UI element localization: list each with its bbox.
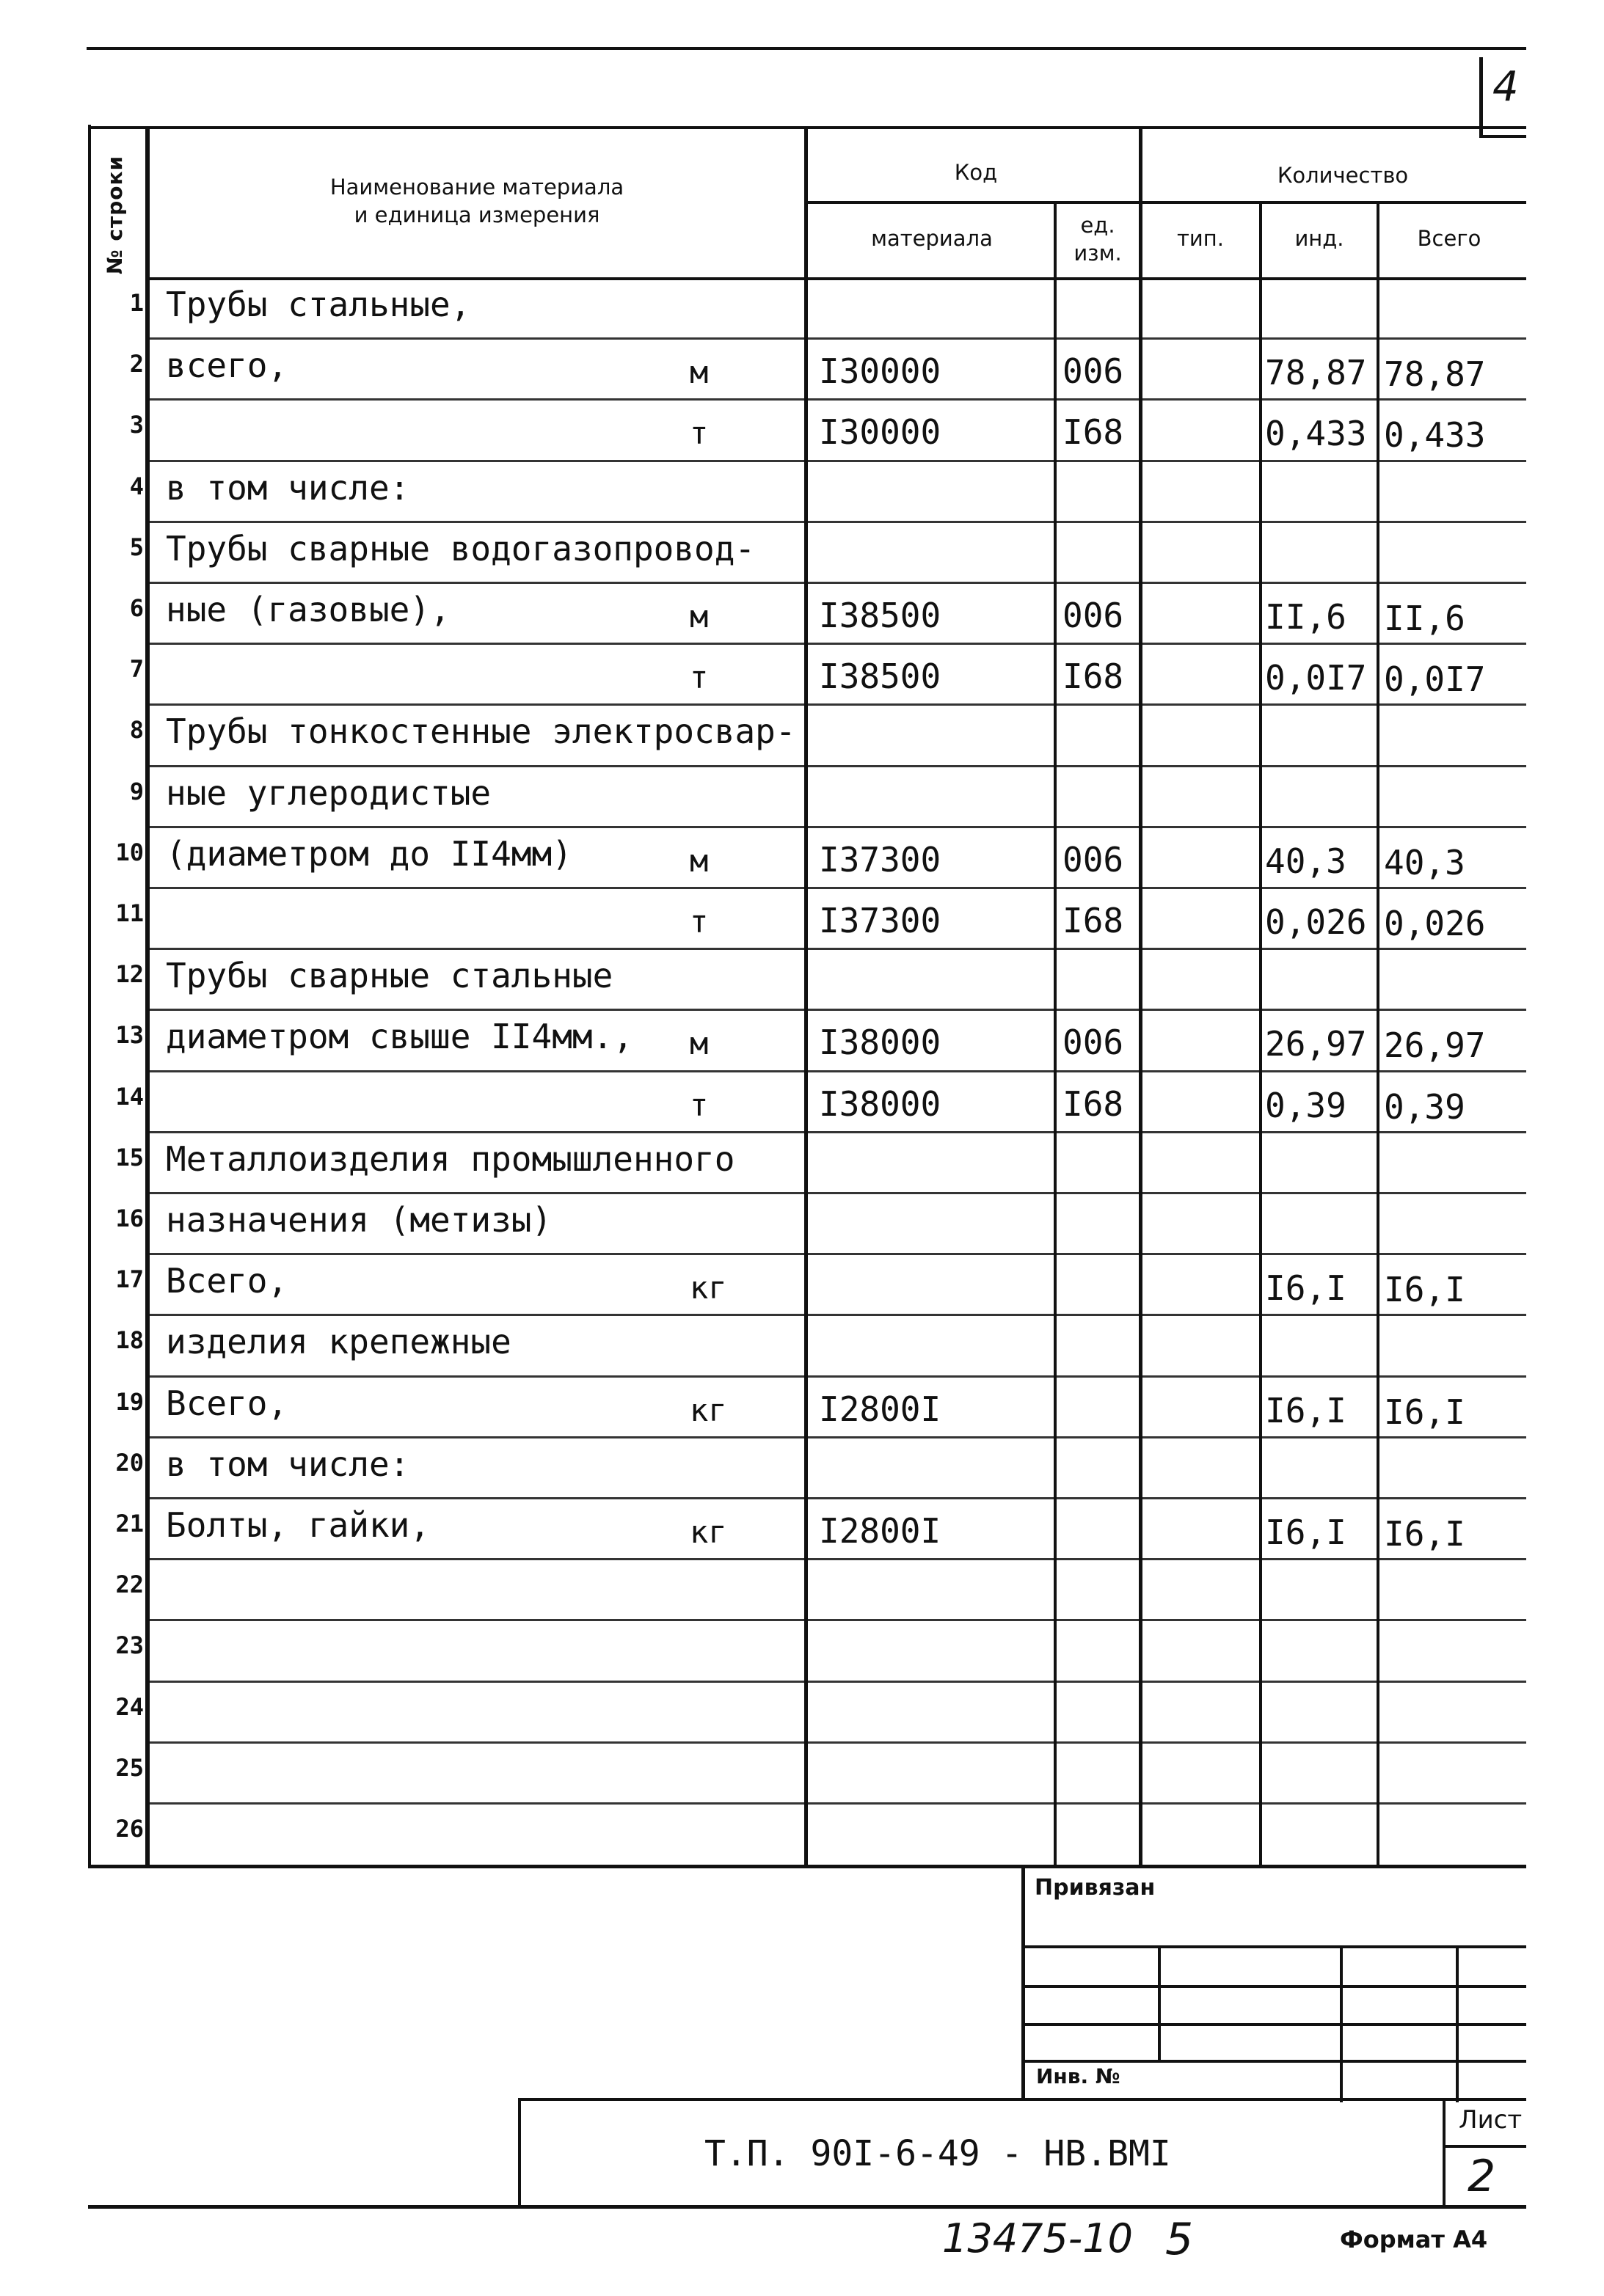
row-unit: т (690, 1086, 709, 1123)
stamp-line (1443, 2098, 1446, 2208)
stamp-designation: Т.П. 90I-6-49 - НВ.ВМI (704, 2133, 1171, 2174)
row-name: ные (газовые), (166, 590, 451, 629)
row-unit-code: I68 (1062, 1083, 1124, 1124)
stamp-line (518, 2098, 1526, 2101)
table-left-border (88, 125, 91, 1868)
stamp-line (1446, 2145, 1526, 2148)
row-line (150, 521, 1526, 523)
row-material-code: I37300 (819, 901, 941, 940)
stamp-line (1024, 1945, 1526, 1948)
row-unit-code: 006 (1062, 1023, 1124, 1063)
row-qty-total: II,6 (1384, 599, 1465, 638)
stamp-list-label: Лист (1459, 2105, 1523, 2135)
row-number: 7 (129, 655, 144, 684)
row-line (150, 887, 1526, 889)
row-number: 1 (129, 289, 144, 317)
row-line (150, 337, 1526, 340)
row-line (150, 1619, 1526, 1621)
row-material-code: I2800I (819, 1511, 941, 1551)
stamp-line (1024, 2060, 1526, 2063)
corner-number: 4 (1492, 63, 1519, 111)
row-number: 15 (115, 1143, 144, 1171)
row-name: Трубы сварные водогазопровод- (166, 528, 756, 568)
row-unit-code: 006 (1062, 839, 1124, 880)
row-name: Всего, (166, 1383, 288, 1423)
row-qty-ind: I6,I (1265, 1513, 1346, 1552)
row-number: 25 (115, 1753, 144, 1782)
col-line (145, 126, 150, 1865)
row-qty-total: 26,97 (1384, 1025, 1486, 1066)
header-qty-total: Всего (1417, 226, 1481, 251)
row-number: 26 (115, 1815, 144, 1843)
row-line (150, 582, 1526, 584)
row-name: назначения (метизы) (166, 1200, 553, 1240)
row-qty-total: 0,433 (1384, 415, 1486, 456)
row-qty-total: 0,39 (1384, 1086, 1465, 1127)
row-unit: т (690, 415, 709, 452)
row-line (150, 1192, 1526, 1194)
row-name: Всего, (166, 1261, 288, 1301)
row-material-code: I38500 (819, 596, 941, 635)
row-number: 19 (115, 1387, 144, 1416)
corner-box-line (1479, 135, 1526, 138)
row-line (150, 1436, 1526, 1438)
row-unit: кг (690, 1392, 727, 1428)
page-bottom-line (88, 2205, 1526, 2209)
row-unit: м (690, 599, 709, 635)
footer-handwritten-number: 13475-10 (942, 2215, 1133, 2262)
stamp-line (1340, 1947, 1343, 2102)
row-unit: м (690, 842, 709, 879)
row-unit: кг (690, 1270, 727, 1306)
row-line (150, 1802, 1526, 1805)
row-number: 18 (115, 1326, 144, 1355)
row-name: Трубы стальные, (166, 285, 471, 324)
row-name: в том числе: (166, 1444, 410, 1484)
stamp-line (1158, 1947, 1161, 2061)
row-number: 3 (129, 411, 144, 439)
footer-page-number: 5 (1165, 2214, 1194, 2265)
row-unit-code: 006 (1062, 596, 1124, 635)
row-name: Трубы тонкостенные электросвар- (166, 712, 796, 752)
row-number: 5 (129, 533, 144, 561)
row-line (150, 1497, 1526, 1499)
header-row-no: № строки (103, 155, 127, 274)
row-unit-code: 006 (1062, 351, 1124, 392)
stamp-privyazan: Привязан (1035, 1875, 1156, 1901)
row-name: Металлоизделия промышленного (166, 1138, 735, 1179)
row-qty-total: 0,026 (1384, 904, 1486, 943)
row-name: ные углеродистые (166, 772, 492, 813)
row-line (150, 460, 1526, 462)
header-quantity: Количество (1277, 163, 1409, 188)
row-number: 12 (115, 960, 144, 989)
row-name: в том числе: (166, 467, 410, 508)
stamp-line (1024, 1985, 1526, 1988)
header-name: Наименование материала и единица измерения (329, 175, 624, 227)
stamp-inv-no: Инв. № (1036, 2064, 1120, 2088)
stamp-line (1456, 1947, 1459, 2102)
row-unit: м (690, 1025, 709, 1062)
stamp-line (1021, 1865, 1025, 2099)
row-number: 14 (115, 1082, 144, 1111)
row-line (150, 1681, 1526, 1683)
row-line (150, 765, 1526, 767)
row-name: изделия крепежные (166, 1322, 511, 1362)
row-line (150, 1253, 1526, 1255)
col-line (1259, 202, 1262, 1868)
row-line (150, 1070, 1526, 1072)
row-qty-ind: 0,433 (1265, 414, 1367, 454)
row-qty-ind: 0,026 (1265, 902, 1367, 942)
col-line (804, 129, 808, 1868)
row-number: 9 (129, 777, 144, 805)
header-qty-ind: инд. (1294, 226, 1344, 251)
row-number: 4 (129, 472, 144, 500)
row-number: 24 (115, 1692, 144, 1721)
row-qty-ind: 0,39 (1265, 1085, 1346, 1125)
row-unit-code: I68 (1062, 657, 1124, 697)
row-qty-total: I6,I (1384, 1270, 1465, 1310)
row-line (150, 398, 1526, 401)
row-material-code: I30000 (819, 412, 941, 453)
header-bottom-line (150, 277, 1526, 280)
row-number: 6 (129, 594, 144, 622)
row-number: 16 (115, 1204, 144, 1232)
header-code: Код (954, 160, 998, 185)
row-number: 20 (115, 1448, 144, 1477)
row-qty-total: 40,3 (1384, 842, 1465, 882)
row-line (150, 1009, 1526, 1011)
row-unit: м (690, 354, 709, 391)
row-line (150, 1375, 1526, 1378)
row-qty-ind: 78,87 (1265, 353, 1367, 393)
row-line (150, 948, 1526, 950)
row-line (150, 1558, 1526, 1560)
row-name: диаметром свыше II4мм., (166, 1017, 633, 1057)
row-name: Трубы сварные стальные (166, 956, 613, 996)
row-number: 13 (115, 1021, 144, 1050)
row-qty-ind: I6,I (1265, 1268, 1346, 1309)
row-material-code: I2800I (819, 1389, 941, 1429)
row-qty-total: 78,87 (1384, 354, 1486, 395)
stamp-line (518, 2098, 521, 2208)
row-qty-ind: 40,3 (1265, 841, 1346, 881)
row-material-code: I38500 (819, 657, 941, 697)
stamp-line (1024, 2023, 1526, 2026)
row-number: 21 (115, 1510, 144, 1538)
table-top-border (91, 126, 1526, 129)
row-number: 22 (115, 1571, 144, 1599)
header-code-unit: ед. изм. (1073, 213, 1122, 266)
row-number: 17 (115, 1265, 144, 1294)
row-unit: т (690, 659, 709, 696)
row-qty-ind: II,6 (1265, 597, 1346, 637)
stamp-list-number: 2 (1468, 2151, 1496, 2202)
row-unit-code: I68 (1062, 412, 1124, 453)
row-qty-total: I6,I (1384, 1514, 1465, 1554)
row-number: 10 (115, 838, 144, 866)
row-name: всего, (166, 346, 288, 386)
row-qty-ind: 26,97 (1265, 1024, 1367, 1064)
col-line (1054, 202, 1057, 1868)
row-material-code: I38000 (819, 1023, 941, 1063)
row-number: 2 (129, 350, 144, 379)
row-line (150, 826, 1526, 828)
row-line (150, 703, 1526, 706)
row-qty-ind: 0,0I7 (1265, 658, 1367, 698)
row-unit: кг (690, 1514, 727, 1550)
row-number: 8 (129, 716, 144, 745)
header-mid-line (807, 201, 1526, 204)
row-number: 11 (115, 899, 144, 927)
row-material-code: I38000 (819, 1083, 941, 1124)
row-name: (диаметром до II4мм) (166, 833, 572, 874)
header-code-material: материала (871, 226, 993, 251)
row-unit-code: I68 (1062, 901, 1124, 940)
col-line (1377, 202, 1379, 1868)
row-line (150, 1131, 1526, 1133)
row-name: Болты, гайки, (166, 1505, 431, 1545)
row-material-code: I30000 (819, 351, 941, 392)
header-qty-tip: тип. (1177, 226, 1224, 251)
row-line (150, 1314, 1526, 1316)
footer-format: Формат А4 (1340, 2226, 1488, 2253)
row-unit: т (690, 904, 709, 940)
row-qty-total: I6,I (1384, 1392, 1465, 1432)
row-qty-ind: I6,I (1265, 1390, 1346, 1430)
row-material-code: I37300 (819, 839, 941, 880)
col-line (1139, 129, 1142, 1868)
row-line (150, 643, 1526, 645)
row-qty-total: 0,0I7 (1384, 659, 1486, 700)
row-line (150, 1741, 1526, 1744)
top-rule (87, 47, 1526, 50)
row-number: 23 (115, 1631, 144, 1660)
